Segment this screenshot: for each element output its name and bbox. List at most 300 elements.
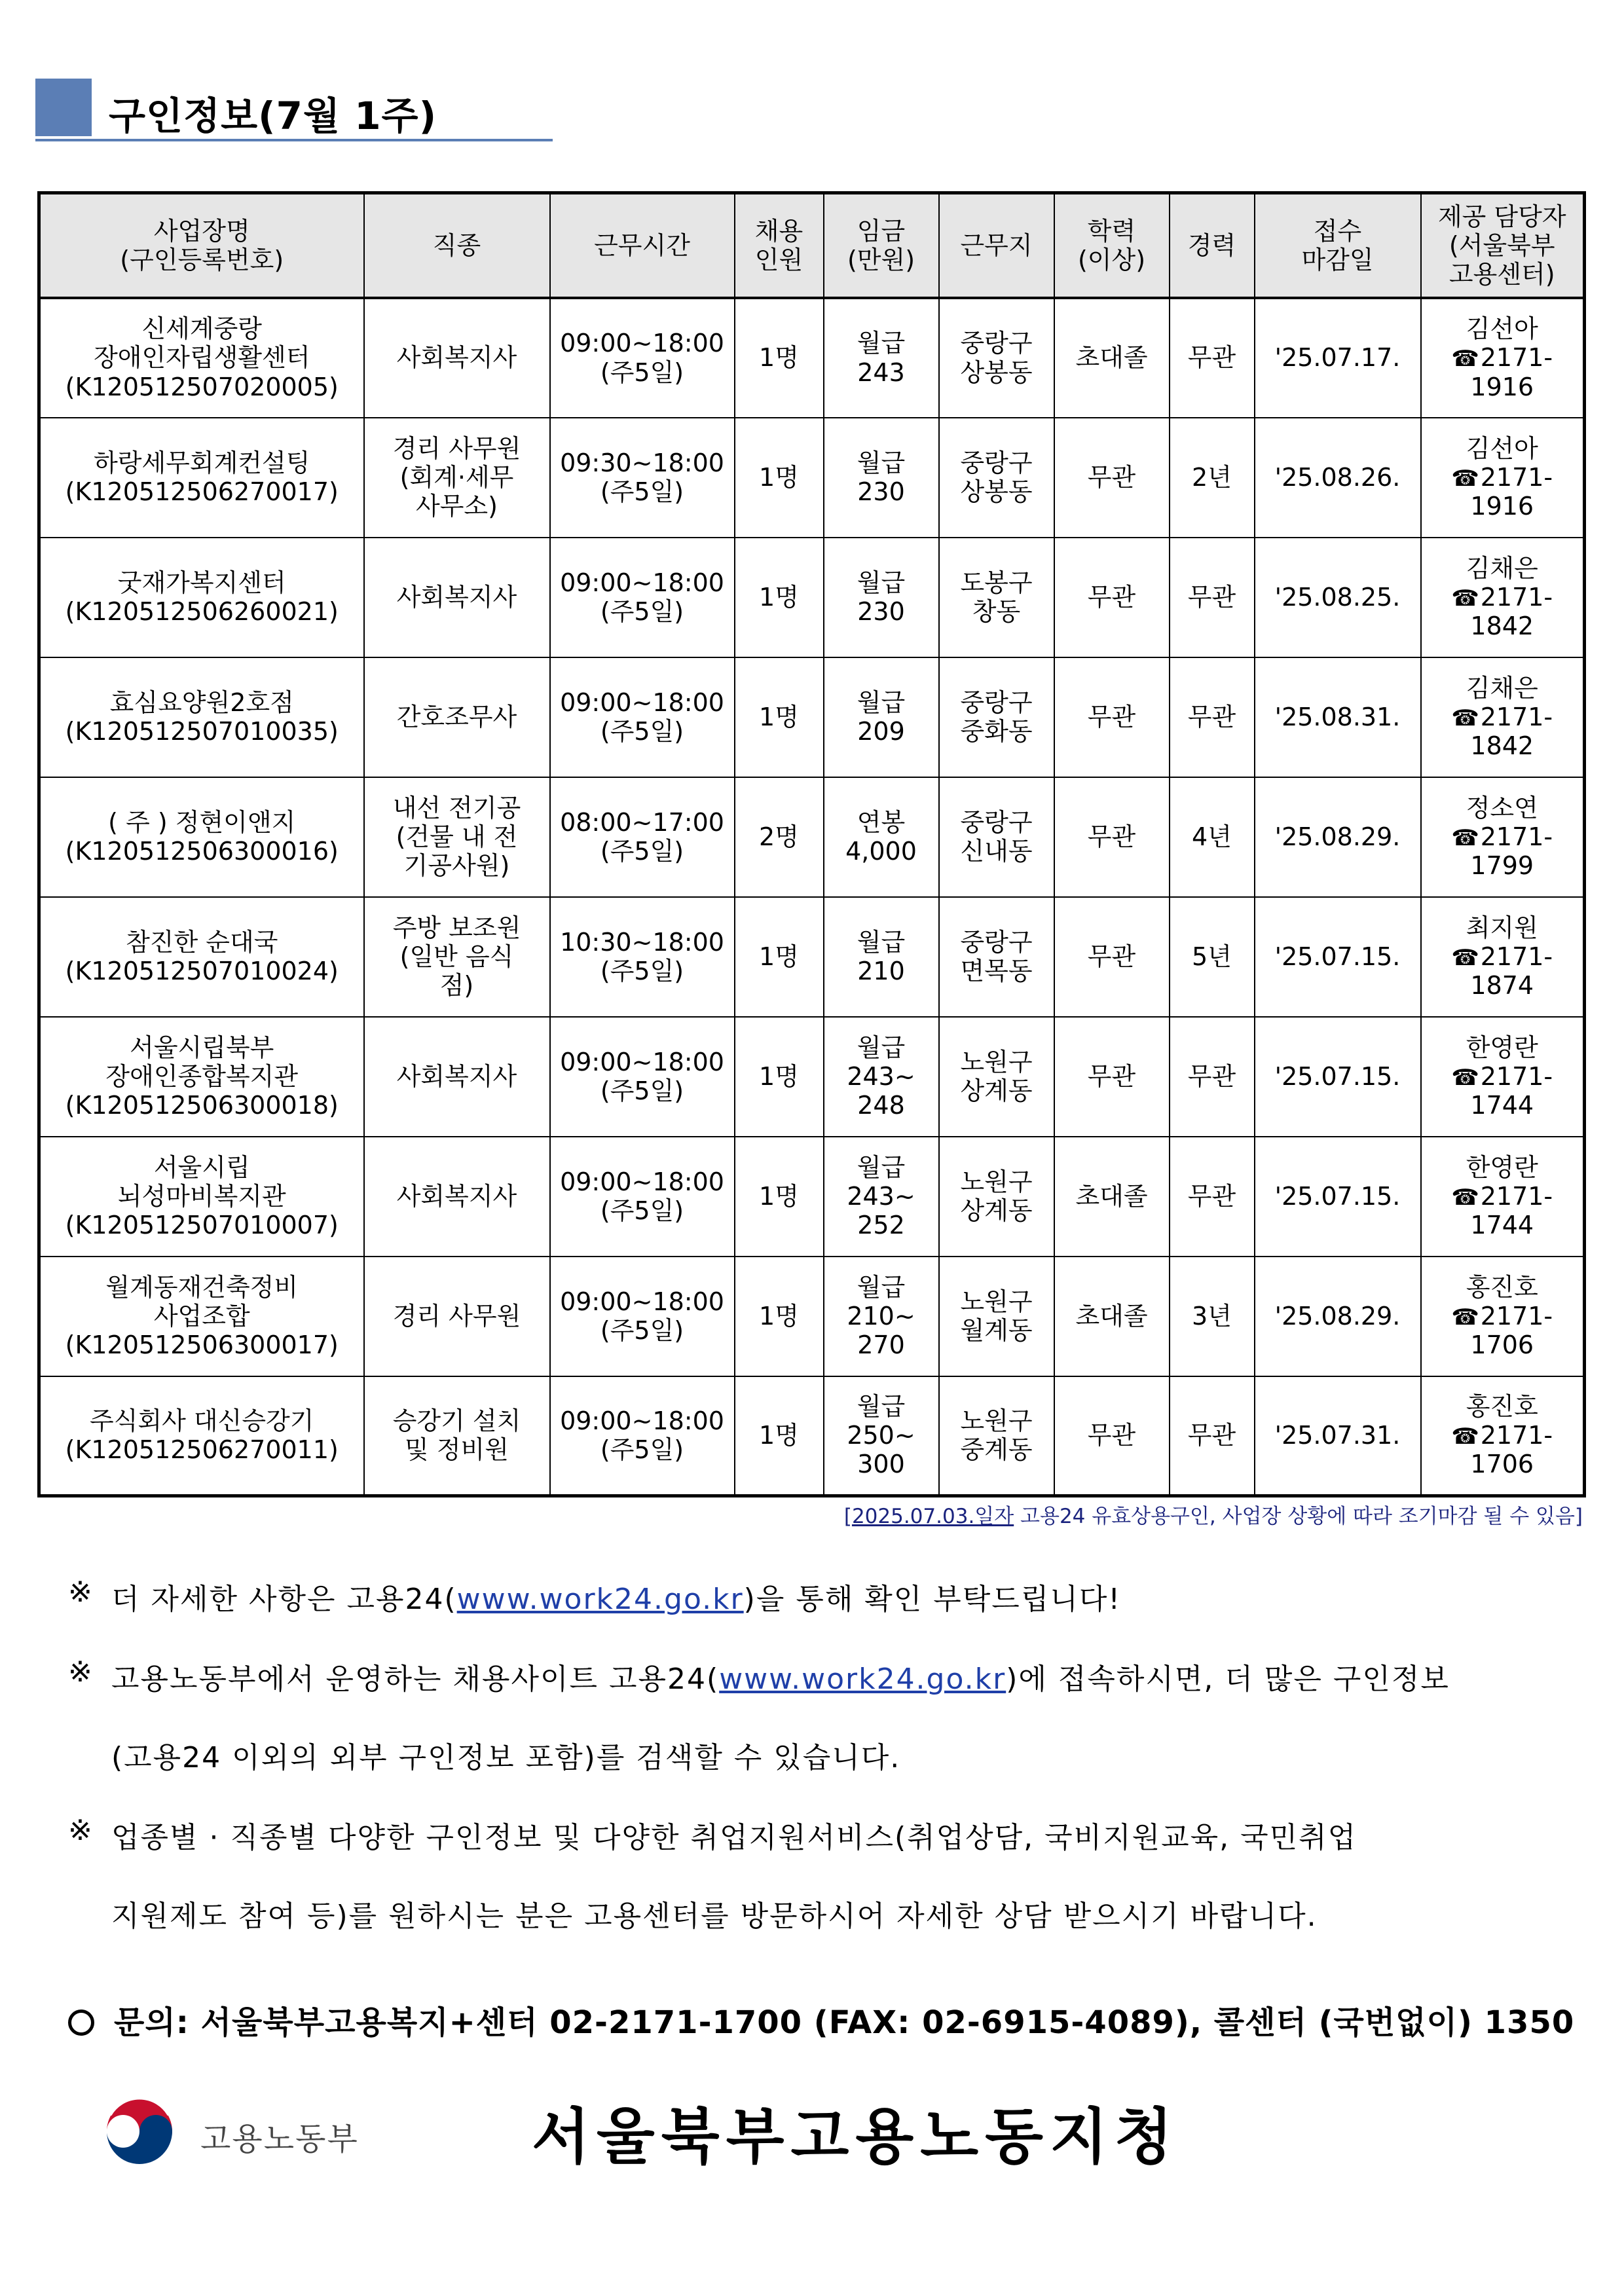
job-cell [364, 298, 550, 418]
manager-cell [1421, 418, 1585, 538]
deadline-cell: '25.08.31. [1255, 657, 1421, 777]
contact-line [68, 1997, 1574, 2042]
phone-line [1426, 822, 1579, 881]
count-cell: 1명 [735, 1376, 824, 1496]
phone-number: 2171-1799 [1470, 822, 1553, 881]
manager-name: 김채은 [1466, 673, 1538, 703]
note-3-line-1: 업종별 · 직종별 다양한 구인정보 및 다양한 취업지원서비스(취업상담, 국비지원교육, 국민취업 [111, 1821, 1357, 1854]
job-cell [364, 777, 550, 897]
table-row [39, 1257, 1585, 1376]
location-line: 노원구 [960, 1406, 1033, 1436]
experience-cell: 2년 [1170, 418, 1255, 538]
deadline-cell: '25.07.15. [1255, 1017, 1421, 1137]
company-line: (K120512507010024) [65, 957, 339, 985]
hours-line: (주5일) [600, 1076, 684, 1105]
job-line: 경리 사무원 [392, 433, 521, 463]
location-line: 월계동 [960, 1316, 1033, 1345]
job-listings-table [37, 191, 1586, 1497]
wage-line: 월급 [857, 1152, 906, 1182]
wage-line: 월급 [857, 1392, 906, 1422]
hours-line: (주5일) [600, 477, 684, 506]
manager-name: 홍진호 [1466, 1391, 1538, 1421]
note-3-line-2: 지원제도 참여 등)를 원하시는 분은 고용센터를 방문하시어 자세한 상담 받으시기 바랍니다. [111, 1900, 1318, 1933]
header-location [939, 193, 1054, 298]
header-line: 경력 [1187, 230, 1236, 260]
phone-number: 2171-1916 [1470, 343, 1553, 401]
company-line: 신세계중랑 [141, 314, 263, 344]
company-line: (K120512506300016) [65, 837, 339, 866]
location-line: 도봉구 [960, 568, 1033, 597]
hours-line: (주5일) [600, 1435, 684, 1465]
header-line: 제공 담당자 [1437, 202, 1566, 231]
wage-line: 월급 [857, 1033, 906, 1062]
company-line: (K120512506270017) [65, 477, 339, 506]
hours-cell [550, 1137, 735, 1257]
phone-line [1426, 463, 1579, 521]
company-cell [39, 657, 364, 777]
manager-cell [1421, 777, 1585, 897]
hours-line: 09:00~18:00 [560, 1287, 724, 1316]
header-line: (이상) [1077, 245, 1146, 274]
wage-cell [824, 897, 939, 1017]
phone-line [1426, 583, 1579, 641]
header-count [735, 193, 824, 298]
header-experience [1170, 193, 1255, 298]
note-1-part-b: )을 통해 확인 부탁드립니다! [743, 1583, 1121, 1616]
manager-cell [1421, 1376, 1585, 1496]
experience-cell: 4년 [1170, 777, 1255, 897]
company-cell [39, 897, 364, 1017]
phone-line [1426, 942, 1579, 1001]
header-line: (구인등록번호) [120, 245, 284, 274]
wage-line: 250~ [847, 1421, 915, 1450]
education-cell: 무관 [1054, 418, 1170, 538]
hours-line: 09:00~18:00 [560, 1167, 724, 1196]
hours-line: (주5일) [600, 597, 684, 626]
wage-cell [824, 1257, 939, 1376]
count-cell: 1명 [735, 418, 824, 538]
education-cell: 무관 [1054, 538, 1170, 657]
telephone-icon: ☎ [1451, 1064, 1479, 1091]
job-cell [364, 1376, 550, 1496]
phone-number: 2171-1706 [1470, 1421, 1553, 1479]
manager-name: 한영란 [1466, 1152, 1538, 1182]
location-line: 중랑구 [960, 927, 1033, 957]
job-cell [364, 897, 550, 1017]
wage-line: 243 [857, 358, 905, 387]
header-line: 인원 [754, 245, 803, 274]
wage-line: 210~ [847, 1301, 915, 1331]
phone-number: 2171-1744 [1470, 1181, 1553, 1240]
manager-name: 최지원 [1466, 913, 1538, 942]
company-cell [39, 418, 364, 538]
telephone-icon: ☎ [1451, 346, 1479, 373]
manager-cell [1421, 897, 1585, 1017]
telephone-icon: ☎ [1451, 944, 1479, 971]
header-line: 고용센터) [1449, 259, 1555, 289]
note-1-text [111, 1575, 1121, 1617]
education-cell: 초대졸 [1054, 1137, 1170, 1257]
wage-line: 243~ [847, 1181, 915, 1211]
hours-cell [550, 897, 735, 1017]
table-row [39, 298, 1585, 418]
location-cell [939, 777, 1054, 897]
count-cell: 1명 [735, 657, 824, 777]
job-line: 사회복지사 [396, 1181, 517, 1211]
source-note-date: 2025.07.03.일자 [851, 1505, 1014, 1528]
table-row [39, 538, 1585, 657]
location-line: 면목동 [960, 957, 1033, 985]
job-line: 경리 사무원 [392, 1301, 521, 1331]
experience-cell: 3년 [1170, 1257, 1255, 1376]
header-line: 사업장명 [153, 216, 250, 246]
location-line: 상계동 [960, 1196, 1033, 1225]
phone-number: 2171-1874 [1470, 942, 1553, 1001]
header-line: (만원) [847, 245, 915, 274]
location-cell [939, 1017, 1054, 1137]
note-symbol: ※ [68, 1655, 94, 1689]
wage-cell [824, 298, 939, 418]
education-cell: 무관 [1054, 1017, 1170, 1137]
location-line: 상봉동 [960, 477, 1033, 506]
company-line: 서울시립북부 [130, 1033, 274, 1062]
manager-name: 김채은 [1466, 553, 1538, 583]
wage-cell [824, 657, 939, 777]
count-cell: 1명 [735, 538, 824, 657]
location-line: 상계동 [960, 1076, 1033, 1105]
job-line: 주방 보조원 [392, 913, 521, 942]
company-cell [39, 777, 364, 897]
job-cell [364, 1137, 550, 1257]
job-line: 사회복지사 [396, 1061, 517, 1091]
manager-name: 김선아 [1466, 314, 1538, 344]
manager-cell [1421, 657, 1585, 777]
hours-line: (주5일) [600, 957, 684, 985]
header-line: 접수 [1313, 216, 1362, 246]
job-cell [364, 657, 550, 777]
experience-cell: 무관 [1170, 657, 1255, 777]
job-line: 점) [439, 971, 474, 1001]
hours-line: 09:00~18:00 [560, 568, 724, 597]
hours-line: 08:00~17:00 [560, 807, 724, 837]
job-line: 기공사원) [403, 851, 510, 881]
wage-line: 월급 [857, 927, 906, 957]
wage-line: 월급 [857, 448, 906, 477]
manager-name: 김선아 [1466, 433, 1538, 463]
deadline-cell: '25.07.15. [1255, 1137, 1421, 1257]
wage-cell [824, 418, 939, 538]
manager-name: 홍진호 [1466, 1272, 1538, 1302]
job-line: (건물 내 전 [396, 822, 518, 851]
header-line: 마감일 [1301, 245, 1374, 274]
experience-cell: 무관 [1170, 1017, 1255, 1137]
experience-cell: 5년 [1170, 897, 1255, 1017]
education-cell: 초대졸 [1054, 298, 1170, 418]
phone-line [1426, 1182, 1579, 1240]
note-symbol: ※ [68, 1814, 94, 1847]
experience-cell: 무관 [1170, 538, 1255, 657]
note-1-part-a: 더 자세한 사항은 고용24( [111, 1583, 457, 1616]
telephone-icon: ☎ [1451, 1304, 1479, 1331]
manager-cell [1421, 538, 1585, 657]
wage-line: 월급 [857, 1272, 906, 1302]
company-line: 서울시립 [153, 1152, 250, 1182]
phone-number: 2171-1842 [1470, 702, 1553, 761]
manager-cell [1421, 1257, 1585, 1376]
company-line: 굿재가복지센터 [117, 568, 286, 597]
ministry-logo [97, 2089, 405, 2174]
hours-cell [550, 777, 735, 897]
wage-line: 210 [857, 957, 905, 985]
phone-line [1426, 343, 1579, 401]
location-cell [939, 1376, 1054, 1496]
table-row [39, 657, 1585, 777]
company-cell [39, 298, 364, 418]
location-cell [939, 1257, 1054, 1376]
wage-cell [824, 1137, 939, 1257]
count-cell: 1명 [735, 298, 824, 418]
contact-text: 문의: 서울북부고용복지+센터 02-2171-1700 (FAX: 02-6915-4089), 콜센터 (국번없이) 1350 [114, 2004, 1575, 2041]
hours-line: (주5일) [600, 837, 684, 866]
location-cell [939, 897, 1054, 1017]
header-deadline [1255, 193, 1421, 298]
wage-line: 300 [857, 1450, 905, 1479]
job-cell [364, 418, 550, 538]
title-underline [35, 139, 553, 141]
wage-line: 월급 [857, 329, 906, 358]
hours-cell [550, 1376, 735, 1496]
count-cell: 1명 [735, 1257, 824, 1376]
job-line: 내선 전기공 [392, 793, 521, 822]
deadline-cell: '25.07.15. [1255, 897, 1421, 1017]
hours-line: 10:30~18:00 [560, 927, 724, 957]
location-line: 상봉동 [960, 358, 1033, 387]
job-cell [364, 1257, 550, 1376]
deadline-cell: '25.07.31. [1255, 1376, 1421, 1496]
table-row [39, 418, 1585, 538]
deadline-cell: '25.08.29. [1255, 777, 1421, 897]
table-row [39, 897, 1585, 1017]
note-2-line-2: (고용24 이외의 외부 구인정보 포함)를 검색할 수 있습니다. [111, 1741, 901, 1774]
hours-line: 09:00~18:00 [560, 329, 724, 358]
office-name: 서울북부고용노동지청 [532, 2102, 1179, 2172]
company-line: (K120512506260021) [65, 597, 339, 626]
hours-line: 09:00~18:00 [560, 1047, 724, 1076]
hours-line: (주5일) [600, 358, 684, 387]
wage-line: 230 [857, 477, 905, 506]
telephone-icon: ☎ [1451, 465, 1479, 492]
company-cell [39, 1257, 364, 1376]
company-line: 사업조합 [153, 1301, 250, 1331]
company-line: 뇌성마비복지관 [117, 1181, 286, 1211]
company-line: (K120512507010035) [65, 717, 339, 746]
header-manager [1421, 193, 1585, 298]
title-accent-square [35, 79, 92, 136]
deadline-cell: '25.08.25. [1255, 538, 1421, 657]
page-title: 구인정보(7월 1주) [109, 94, 437, 138]
phone-number: 2171-1842 [1470, 582, 1553, 641]
location-line: 중랑구 [960, 807, 1033, 837]
table-header-row [39, 193, 1585, 298]
location-line: 중랑구 [960, 688, 1033, 717]
job-line: 간호조무사 [396, 702, 517, 731]
bullet-circle-icon [68, 2010, 94, 2036]
header-line: 임금 [857, 216, 906, 246]
hours-cell [550, 538, 735, 657]
education-cell: 초대졸 [1054, 1257, 1170, 1376]
education-cell: 무관 [1054, 897, 1170, 1017]
company-cell [39, 538, 364, 657]
wage-line: 연봉 [857, 807, 906, 837]
manager-name: 한영란 [1466, 1033, 1538, 1062]
taegeuk-emblem-icon [97, 2089, 182, 2174]
wage-line: 248 [857, 1091, 905, 1120]
job-cell [364, 538, 550, 657]
location-cell [939, 418, 1054, 538]
header-wage [824, 193, 939, 298]
location-line: 중화동 [960, 717, 1033, 746]
company-line: (K120512506300018) [65, 1091, 339, 1120]
header-line: 학력 [1087, 216, 1136, 246]
wage-cell [824, 1017, 939, 1137]
deadline-cell: '25.07.17. [1255, 298, 1421, 418]
education-cell: 무관 [1054, 777, 1170, 897]
company-line: 참진한 순대국 [126, 927, 278, 957]
company-line: ( 주 ) 정현이앤지 [108, 807, 296, 837]
count-cell: 1명 [735, 1017, 824, 1137]
telephone-icon: ☎ [1451, 824, 1479, 851]
table-row [39, 777, 1585, 897]
company-cell [39, 1017, 364, 1137]
company-line: (K120512506300017) [65, 1331, 339, 1360]
company-line: (K120512507020005) [65, 372, 339, 401]
wage-cell [824, 1376, 939, 1496]
table-body [39, 298, 1585, 1496]
phone-line [1426, 703, 1579, 761]
header-line: (서울북부 [1449, 230, 1555, 260]
location-cell [939, 538, 1054, 657]
phone-line [1426, 1421, 1579, 1479]
source-note-bracket: [ [843, 1505, 852, 1528]
education-cell: 무관 [1054, 1376, 1170, 1496]
hours-cell [550, 418, 735, 538]
header-line: 근무시간 [594, 230, 690, 260]
location-line: 노원구 [960, 1047, 1033, 1076]
phone-line [1426, 1062, 1579, 1120]
job-line: 사회복지사 [396, 343, 517, 373]
manager-cell [1421, 1017, 1585, 1137]
work24-link[interactable]: www.work24.go.kr [719, 1662, 1006, 1696]
telephone-icon: ☎ [1451, 585, 1479, 612]
header-line: 직종 [432, 230, 481, 260]
manager-cell [1421, 298, 1585, 418]
location-line: 노원구 [960, 1167, 1033, 1196]
company-line: 주식회사 대신승강기 [90, 1406, 314, 1436]
location-line: 신내동 [960, 837, 1033, 866]
job-cell [364, 1017, 550, 1137]
job-line: (일반 음식 [399, 942, 514, 971]
company-line: 월계동재건축정비 [105, 1272, 299, 1302]
location-line: 중랑구 [960, 448, 1033, 477]
wage-line: 4,000 [845, 837, 917, 866]
job-line: (회계·세무 [399, 462, 514, 492]
telephone-icon: ☎ [1451, 705, 1479, 731]
job-line: 및 정비원 [405, 1435, 509, 1465]
wage-cell [824, 538, 939, 657]
wage-line: 270 [857, 1331, 905, 1360]
location-line: 중랑구 [960, 329, 1033, 358]
manager-name: 정소연 [1466, 793, 1538, 822]
location-line: 창동 [972, 597, 1021, 626]
table-row [39, 1376, 1585, 1496]
company-line: 효심요양원2호점 [109, 688, 294, 717]
header-job [364, 193, 550, 298]
header-hours [550, 193, 735, 298]
experience-cell: 무관 [1170, 298, 1255, 418]
note-2-part-a: 고용노동부에서 운영하는 채용사이트 고용24( [111, 1662, 720, 1696]
deadline-cell: '25.08.29. [1255, 1257, 1421, 1376]
phone-number: 2171-1916 [1470, 462, 1553, 521]
manager-cell [1421, 1137, 1585, 1257]
hours-line: (주5일) [600, 1316, 684, 1345]
experience-cell: 무관 [1170, 1137, 1255, 1257]
count-cell: 1명 [735, 1137, 824, 1257]
source-note-text: 고용24 유효상용구인, 사업장 상황에 따라 조기마감 될 수 있음] [1014, 1505, 1583, 1528]
job-line: 사무소) [416, 492, 498, 521]
count-cell: 1명 [735, 897, 824, 1017]
hours-cell [550, 298, 735, 418]
source-note [844, 1499, 1583, 1529]
company-cell [39, 1137, 364, 1257]
location-cell [939, 1137, 1054, 1257]
header-education [1054, 193, 1170, 298]
company-line: (K120512506270011) [65, 1435, 339, 1465]
location-cell [939, 298, 1054, 418]
location-line: 중계동 [960, 1435, 1033, 1465]
count-cell: 2명 [735, 777, 824, 897]
header-line: 채용 [754, 216, 803, 246]
hours-line: (주5일) [600, 717, 684, 746]
hours-cell [550, 1257, 735, 1376]
telephone-icon: ☎ [1451, 1423, 1479, 1450]
hours-cell [550, 1017, 735, 1137]
hours-cell [550, 657, 735, 777]
location-cell [939, 657, 1054, 777]
wage-line: 월급 [857, 688, 906, 717]
wage-line: 월급 [857, 568, 906, 597]
note-symbol: ※ [68, 1575, 94, 1609]
phone-line [1426, 1302, 1579, 1360]
header-line: 근무지 [960, 230, 1033, 260]
hours-line: 09:00~18:00 [560, 688, 724, 717]
header-company [39, 193, 364, 298]
ministry-name: 고용노동부 [200, 2121, 359, 2157]
wage-line: 209 [857, 717, 905, 746]
wage-line: 252 [857, 1211, 905, 1240]
hours-line: 09:30~18:00 [560, 448, 724, 477]
hours-line: (주5일) [600, 1196, 684, 1225]
experience-cell: 무관 [1170, 1376, 1255, 1496]
wage-line: 243~ [847, 1061, 915, 1091]
work24-link[interactable]: www.work24.go.kr [456, 1583, 744, 1616]
phone-number: 2171-1744 [1470, 1061, 1553, 1120]
table-row [39, 1017, 1585, 1137]
education-cell: 무관 [1054, 657, 1170, 777]
location-line: 노원구 [960, 1287, 1033, 1316]
note-2-text [111, 1655, 1450, 1697]
table-row [39, 1137, 1585, 1257]
hours-line: 09:00~18:00 [560, 1406, 724, 1436]
